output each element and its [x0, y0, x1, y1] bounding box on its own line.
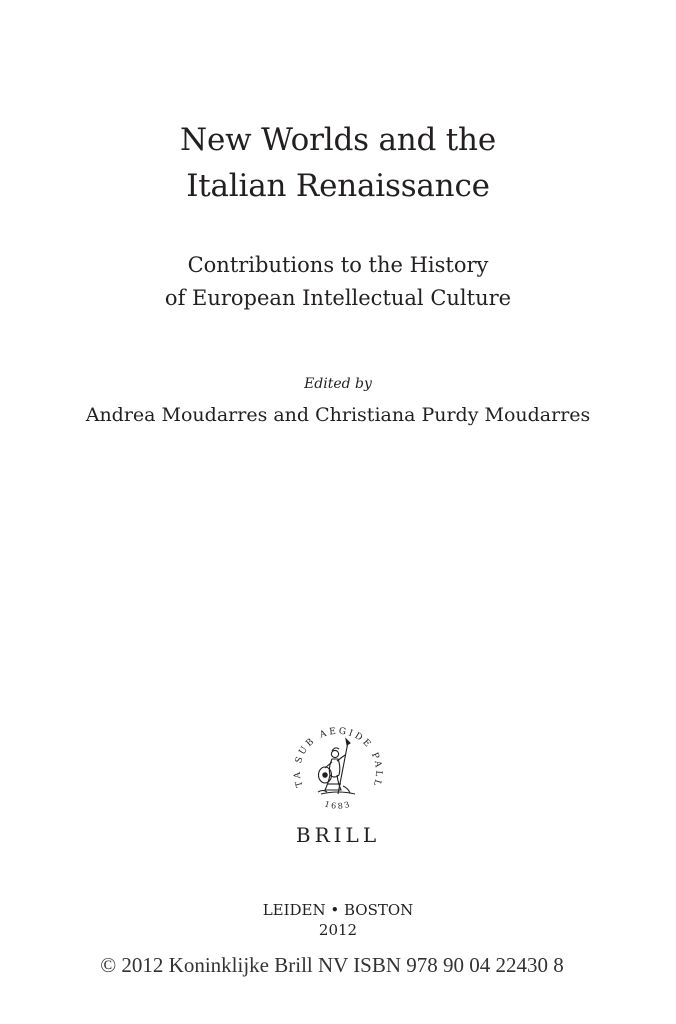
brill-seal-icon: [288, 718, 388, 818]
pallas-figure-icon: [318, 739, 355, 794]
seal-year: 1683: [323, 799, 353, 811]
book-title-line-2: Italian Renaissance: [186, 168, 490, 204]
publication-year: 2012: [318, 921, 358, 939]
copyright-isbn-line: © 2012 Koninklijke Brill NV ISBN 978 90 04 22430 8: [100, 953, 564, 977]
book-title-line-1: New Worlds and the: [180, 122, 496, 158]
book-subtitle-line-1: Contributions to the History: [187, 253, 489, 277]
seal-motto: TA SUB AEGIDE PALL: [292, 726, 384, 790]
book-subtitle-line-2: of European Intellectual Culture: [164, 286, 512, 310]
edited-by-label: Edited by: [304, 376, 372, 392]
publication-places: LEIDEN • BOSTON: [262, 901, 414, 919]
publisher-name: BRILL: [295, 823, 381, 847]
editors-names: Andrea Moudarres and Christiana Purdy Moudarres: [85, 404, 591, 426]
